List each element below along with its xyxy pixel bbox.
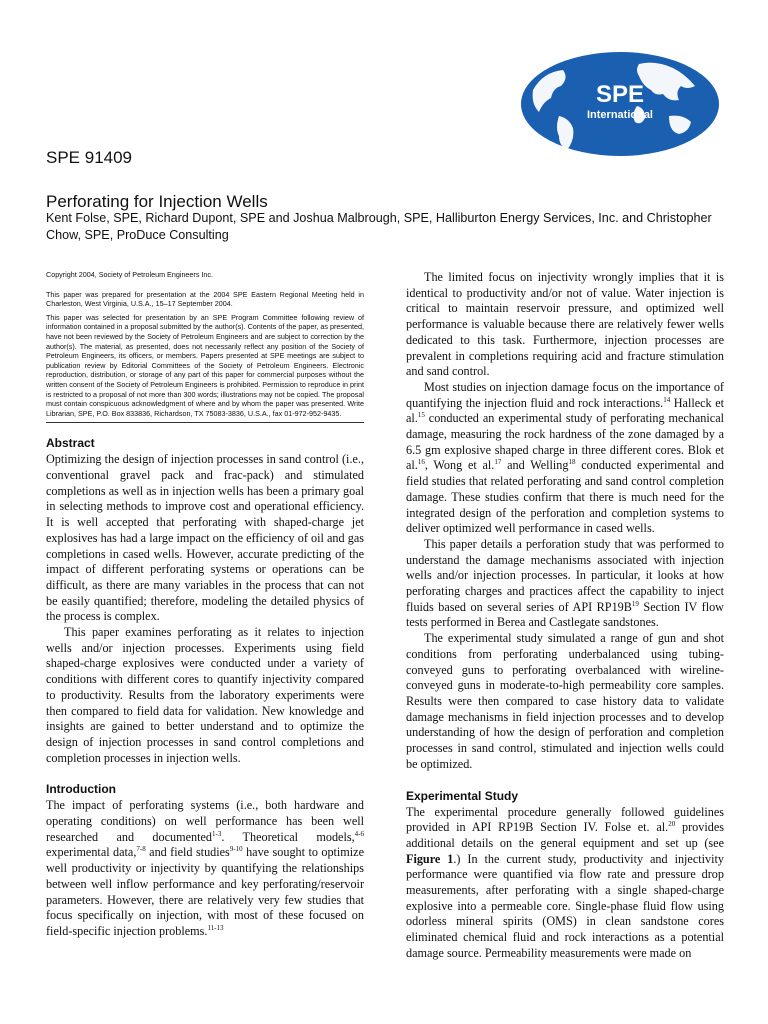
- introduction-heading: Introduction: [46, 782, 116, 797]
- citation: 4-6: [354, 829, 364, 838]
- front-matter-divider: [46, 422, 364, 423]
- abstract-paragraph-2: This paper examines perforating as it relates to injection wells and/or injection processes. Experiments using field shaped-charge explosives were conducted under a variety of conditions with different cores to quantify injectivity compared to productivity. Results from the laboratory experiments were then compared to field data for validation. New knowledge and insights are gained to better understand and to optimize the design of injection processes in sand control completions and completion processes in injection wells.: [46, 625, 364, 765]
- figure-reference: Figure 1: [406, 851, 454, 866]
- citation: 18: [568, 458, 576, 467]
- left-column: [46, 270, 364, 940]
- abstract-heading: Abstract: [46, 436, 95, 451]
- paper-title: Perforating for Injection Wells: [46, 192, 268, 211]
- spe-international-logo: [519, 50, 721, 158]
- authors: Kent Folse, SPE, Richard Dupont, SPE and Joshua Malbrough, SPE, Halliburton Energy Services, Inc. and Christopher Chow, SPE, ProDuce Consulting: [46, 211, 712, 242]
- paper-number: SPE 91409: [46, 148, 133, 167]
- right-paragraph-2: Most studies on injection damage focus on the importance of quantifying the injection fluid and rock interactions.$^{14}$ Halleck et al.$^{15}$ conducted an experimental study of perforating mechanical damage, measuring the rock hardness of the zone damaged by a 6.5 gm explosive shaped charge in three different cores. Blok et al.$^{16}$, Wong et al.$^{17}$ and Welling$^{18}$ conducted experimental and field studies that related perforating and sand control completion damage. These studies confirm that there is much need for the integrated design of the perforation and completion systems to deliver optimized well performance in cased wells.: [406, 379, 724, 536]
- citation: 15: [417, 411, 425, 420]
- copyright-notice: Copyright 2004, Society of Petroleum Engineers Inc.: [46, 270, 214, 279]
- citation: 11-13: [207, 923, 224, 932]
- logo-international-text: International: [586, 109, 654, 121]
- citation: 14: [663, 395, 671, 404]
- experimental-study-heading: Experimental Study: [406, 788, 519, 803]
- right-paragraph-4: The experimental study simulated a range of gun and shot conditions from perforating underbalanced using tubing-conveyed guns to perforating overbalanced with wireline-conveyed guns in moderate-to-high permeability core samples. Results were then compared to case history data to validate damage mechanisms in field injection processes and to develop understanding of how the design of perforation and completion processes in sand control, stimulated and injection wells could be optimized.: [406, 631, 724, 771]
- citation: 9-10: [229, 845, 243, 854]
- citation: 1-3: [212, 829, 222, 838]
- selection-notice: This paper was selected for presentation by an SPE Program Committee following review of information contained in a proposal submitted by the author(s). Contents of the paper, as presented, have not been reviewed by the Society of Petroleum Engineers and are subject to correction by the author(s). The material, as presented, does not necessarily reflect any position of the Society of Petroleum Engineers, its officers, or members. Papers presented at SPE meetings are subject to publication review by Editorial Committees of the Society of Petroleum Engineers. Electronic reproduction, distribution, or storage of any part of this paper for commercial purposes without the written consent of the Society of Petroleum Engineers is prohibited. Permission to reproduce in print is restricted to a proposal of not more than 300 words; illustrations may not be copied. The proposal must contain conspicuous acknowledgment of where and by whom the paper was presented. Write Librarian, SPE, P.O. Box 833836, Richardson, TX 75083-3836, U.S.A., fax 01-972-952-9435.: [46, 312, 364, 418]
- citation: 20: [668, 820, 676, 829]
- abstract-paragraph-1: Optimizing the design of injection processes in sand control (i.e., conventional gravel pack and frac-pack) and stimulated completions as well as in injection wells has been a primary goal in selecting methods to improve cost and operational efficiency. It is well accepted that perforating with shaped-charge jet explosives has had a large impact on the efficiency of oil and gas completions in cased wells. However, accurate predicting of the impact of different perforating systems or operations can be difficult, as there are many variables in the process that can not be easily quantified; therefore, modeling the detailed physics of the process is complex.: [46, 452, 364, 624]
- citation: 19: [631, 599, 639, 608]
- citation: 16: [417, 458, 425, 467]
- right-paragraph-1: The limited focus on injectivity wrongly implies that it is identical to productivity and/or not of value. Water injection is critical to maintain reservoir pressure, and optimized well performance is valuable because there are relatively fewer wells dedicated to this task. Furthermore, injection processes are prevalent in completions requiring acid and fracture stimulation and sand control.: [406, 270, 724, 379]
- right-column: [406, 270, 724, 962]
- citation: 7-8: [136, 845, 146, 854]
- presentation-notice: This paper was prepared for presentation at the 2004 SPE Eastern Regional Meeting held in Charleston, West Virginia, U.S.A., 15–17 September 2004.: [46, 289, 364, 309]
- experimental-study-paragraph: The experimental procedure generally followed guidelines provided in API RP19B Section IV. Folse et. al.$^{20}$ provides additional details on the general equipment and set up (see Figure 1.) In the current study, productivity and injectivity performance were quantified via flow rate and pressure drop measurements, after perforating with a single shaped-charge explosive into a permeable core. Single-phase fluid flow using odorless mineral spirits (OMS) in clean sandstone cores eliminated chemical fluid and rock interactions as a potential damage source. Permeability measurements were made on: [406, 804, 724, 960]
- introduction-paragraph: The impact of perforating systems (i.e., both hardware and operating conditions) on well performance has been well researched and documented$^{1-3}$. Theoretical models,$^{4-6}$ experimental data,$^{7-8}$ and field studies$^{9-10}$ have sought to optimize well productivity or injectivity by quantifying the relationships between well inflow performance and key perforating/reservoir parameters. However, there are relatively very few studies that focus specifically on injection, with most of these focused on field-specific injection problems.$^{11-13}$: [46, 798, 364, 938]
- logo-spe-text: SPE: [595, 81, 645, 108]
- citation: 17: [494, 458, 502, 467]
- right-paragraph-3: This paper details a perforation study that was performed to understand the damage mechanisms associated with injection wells and/or injection processes. In particular, it looks at how perforating charges and practices affect the capability to inject fluids based on several series of API $RP19B^{19}$ Section IV flow tests performed in Berea and Castlegate sandstones.: [406, 536, 724, 630]
